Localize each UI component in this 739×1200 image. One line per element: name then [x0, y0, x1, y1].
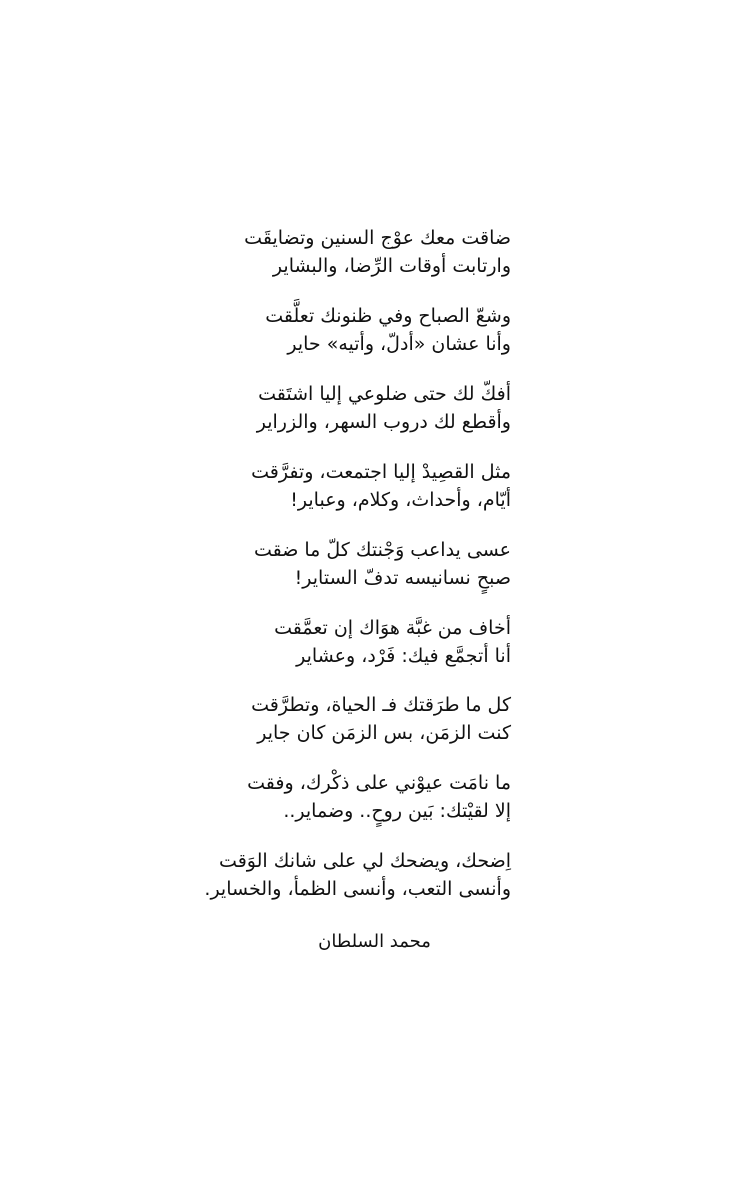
- poem-line: عسى يداعب وَجْنتك كلّ ما ضقت: [253, 539, 511, 561]
- author-signature: [0, 929, 739, 955]
- poem: [0, 224, 739, 964]
- poem-line: أنا أتجمَّع فيك: فَرْد، وعشاير: [296, 645, 511, 667]
- poem-line: ما نامَت عيوْني على ذكْرك، وفقت: [247, 772, 511, 794]
- poem-line: وأقطع لك دروب السهر، والزراير: [256, 411, 511, 433]
- poem-line: كل ما طرَقتك فـ الحياة، وتطرَّقت: [251, 694, 511, 716]
- poem-line: مثل القصِيدْ إليا اجتمعت، وتفرَّقت: [251, 461, 511, 483]
- stanza-7: [251, 691, 511, 747]
- poem-line: اِضحك، ويضحك لي على شانك الوَقت: [219, 850, 511, 872]
- stanza-2: [265, 302, 511, 358]
- poem-line: صبحٍ نسانيسه تدفّ الستاير!: [294, 567, 511, 589]
- stanza-6: [274, 614, 511, 670]
- poem-line: إلا لقيْتك: بَين روحٍ.. وضماير..: [283, 800, 511, 822]
- poem-line: أخاف من غبَّة هوَاك إن تعمَّقت: [274, 617, 511, 639]
- poem-line: أفكّ لك حتى ضلوعي إليا اشتَقت: [258, 383, 511, 405]
- stanza-5: [254, 536, 511, 592]
- poem-line: وأنسى التعب، وأنسى الظمأ، والخساير.: [204, 878, 511, 900]
- stanza-1: [244, 224, 511, 280]
- poem-line: وارتابت أوقات الرِّضا، والبشاير: [272, 255, 511, 277]
- author-name: محمد السلطان: [318, 931, 431, 952]
- poem-line: كنت الزمَن، بس الزمَن كان جاير: [257, 722, 511, 744]
- poem-line: وشعّ الصباح وفي ظنونك تعلَّقت: [265, 305, 511, 327]
- poem-line: ضاقت معك عوْج السنين وتضايقَت: [244, 227, 511, 249]
- stanza-8: [247, 769, 511, 825]
- stanza-3: [257, 380, 511, 436]
- stanza-9: [204, 847, 511, 903]
- poem-line: أيّام، وأحداث، وكلام، وعباير!: [290, 489, 511, 511]
- stanza-4: [251, 458, 511, 514]
- poem-line: وأنا عشان «أدلّ، وأتيه» حاير: [287, 333, 511, 355]
